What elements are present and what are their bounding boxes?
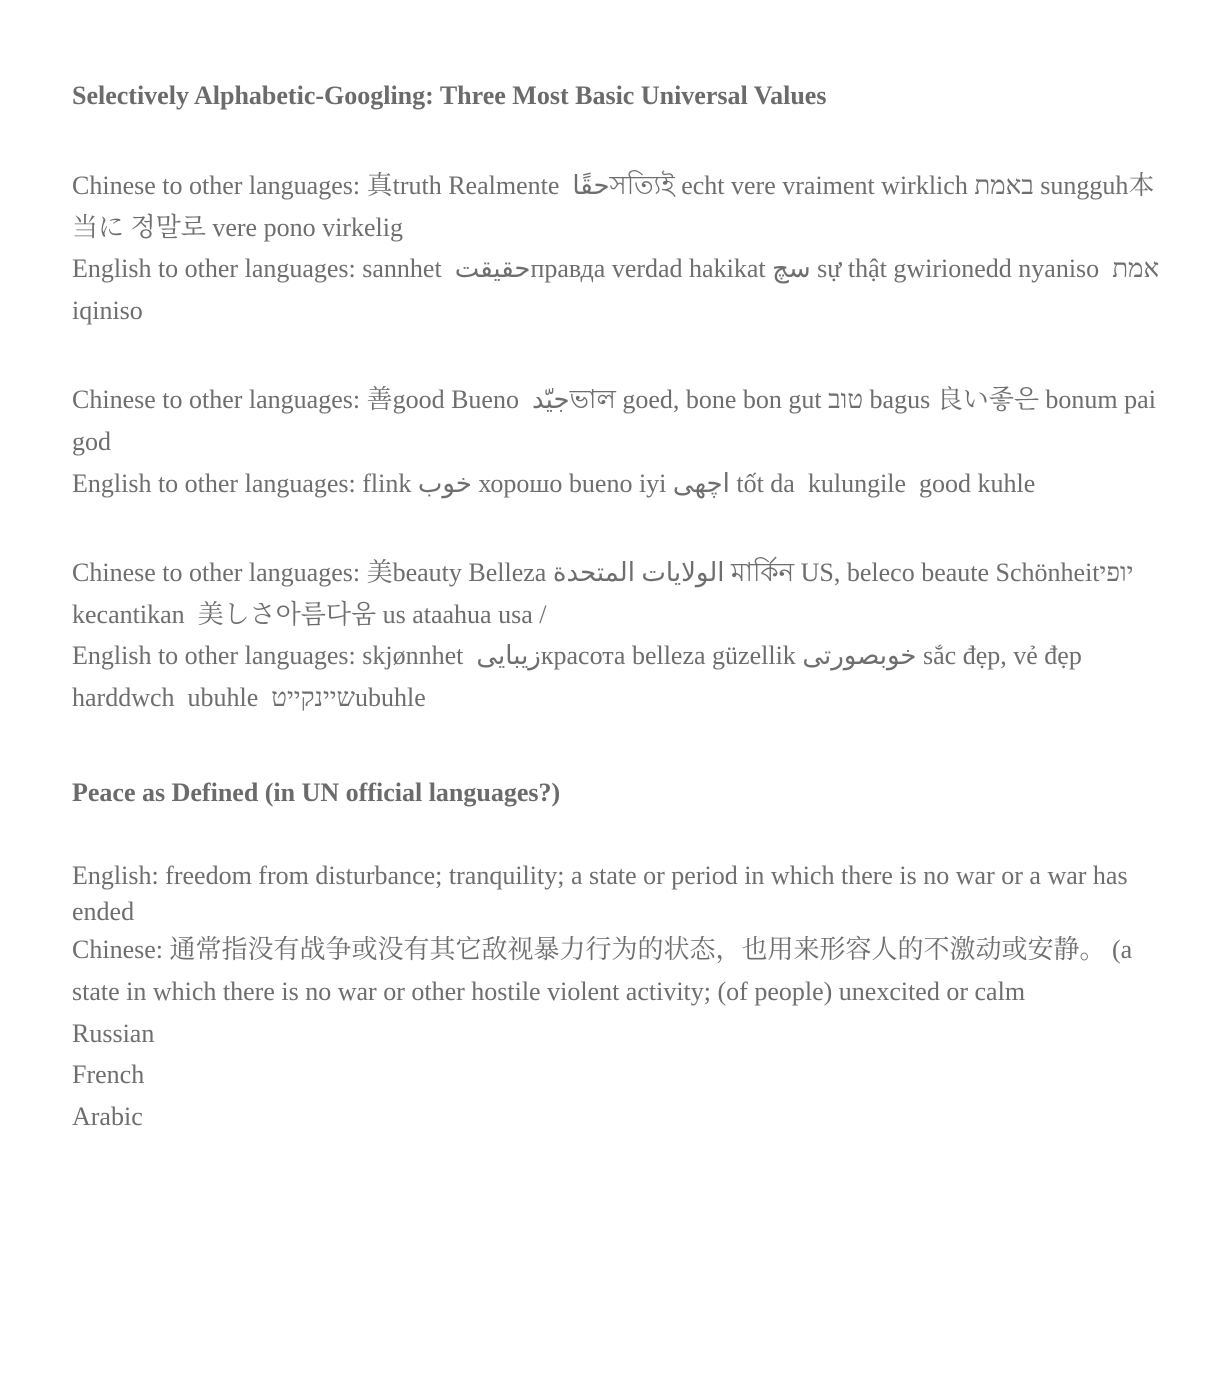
beauty-english-to-other-languages: English to other languages: skjønnhet زیباییкрасота belleza güzellik خوبصورتی sắc đẹp, vẻ đẹp harddwch ubuhle שיינקייטubuhle [72,641,1095,713]
truth-chinese-to-other-languages: Chinese to other languages: 真truth Realmente حقًاসত্যিই echt vere vraiment wirklich באמת sungguh本当に 정말로 vere pono virkelig [72,171,1155,242]
good-chinese-to-other-languages: Chinese to other languages: 善good Bueno جيّدভাল goed, bone bon gut טוב bagus 良い좋은 bonum pai god [72,385,1163,457]
value-block-truth [72,165,1166,331]
peace-definitions [72,858,1162,1138]
peace-section-title: Peace as Defined (in UN official languages?) [72,777,561,807]
beauty-chinese-to-other-languages: Chinese to other languages: 美beauty Belleza الولايات المتحدة মার্কিন US, beleco beaute Schönheitיופי kecantikan 美しさ아름다움 us ataahua usa / [72,558,1147,629]
truth-english-to-other-languages: English to other languages: sannhet حقيقتправда verdad hakikat سچ sự thật gwirionedd nyaniso אמת iqiniso [72,254,1166,325]
values-section-title: Selectively Alphabetic-Googling: Three Most Basic Universal Values [72,81,827,110]
peace-language-russian: Russian [72,1018,155,1048]
value-block-good [72,379,1162,504]
peace-language-french: French [72,1060,145,1090]
value-block-beauty [72,552,1162,718]
good-english-to-other-languages: English to other languages: flink خوب хорошо bueno iyi اچھی tốt da kulungile good kuhle [72,468,1036,498]
peace-definition-english: English: freedom from disturbance; tranquility; a state or period in which there is no war or a war has ended [72,860,1135,926]
peace-language-arabic: Arabic [72,1101,143,1131]
peace-definition-chinese: Chinese: 通常指没有战争或没有其它敌视暴力行为的状态，也用来形容人的不激动或安静。 (a state in which there is no war or other hostile violent activity; (of people) unexcited or calm [72,935,1139,1007]
